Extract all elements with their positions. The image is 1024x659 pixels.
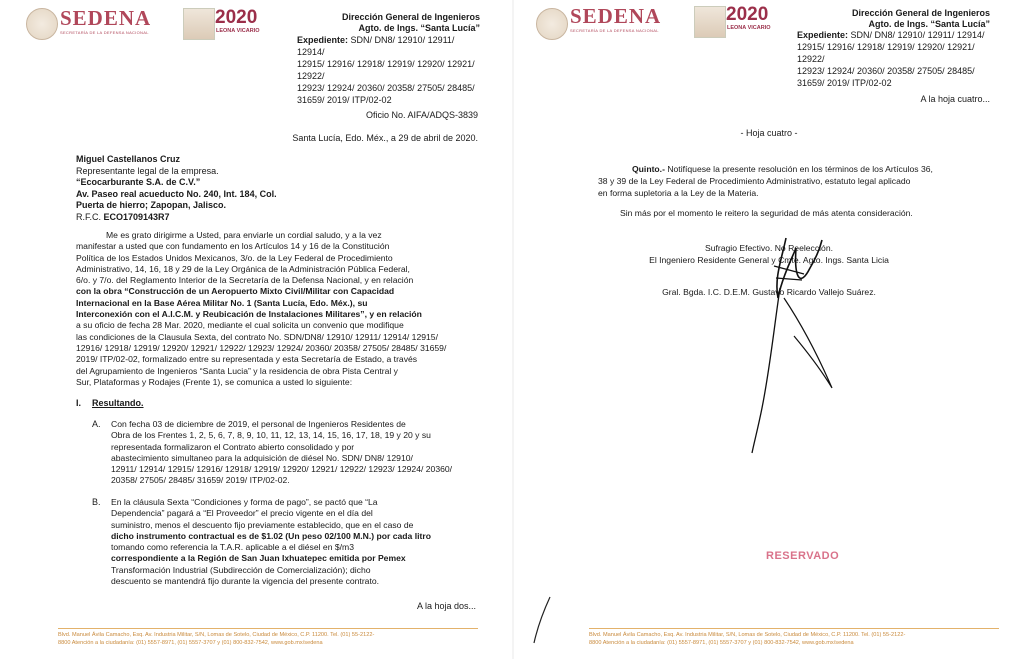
expediente-block bbox=[797, 29, 993, 89]
page-label: - Hoja cuatro - bbox=[740, 128, 798, 138]
logo-2020-subtitle: LEONA VICARIO bbox=[216, 28, 260, 34]
expediente-line: 12915/ 12916/ 12918/ 12919/ 12920/ 12921/ 12922/ bbox=[297, 59, 475, 81]
oficio-number: Oficio No. AIFA/ADQS-3839 bbox=[365, 110, 478, 120]
item-a-text bbox=[111, 419, 477, 487]
office-header bbox=[770, 8, 990, 30]
sedena-brand-subtitle: SECRETARÍA DE LA DEFENSA NACIONAL bbox=[570, 28, 659, 33]
office-header bbox=[260, 12, 480, 34]
quinto-label: Quinto.- bbox=[632, 164, 665, 174]
handwritten-signature-icon bbox=[724, 218, 844, 458]
logo-2020: 2020 bbox=[726, 4, 769, 25]
footer bbox=[589, 632, 1019, 647]
signer-name: Gral. Bgda. I.C. D.E.M. Gustavo Ricardo Vallejo Suárez. bbox=[662, 287, 876, 297]
item-line: 20358/ 27505/ 28485/ 31659/ 2019/ ITP/02-02. bbox=[111, 475, 290, 486]
rfc-label: R.F.C. bbox=[76, 211, 104, 222]
addressee-address: Puerta de hierro; Zapopan, Jalisco. bbox=[76, 200, 227, 211]
item-b-text bbox=[111, 497, 477, 587]
item-line: Transformación Industrial (Subdirección de Comercialización); dicho bbox=[111, 564, 371, 575]
paragraph-line: Internacional en la Base Aérea Militar No. 1 (Santa Lucía, Edo. Méx.), su bbox=[76, 297, 368, 308]
addressee-company: “Ecocarburante S.A. de C.V.” bbox=[76, 177, 201, 188]
item-line: descuento se mantendrá fijo durante la vigencia del presente contrato. bbox=[111, 576, 380, 587]
paragraph-line: 38 y 39 de la Ley Federal de Procedimiento Administrativo, estatuto legal aplicado bbox=[598, 176, 911, 186]
addressee-block bbox=[76, 154, 376, 224]
paragraph-line: 12916/ 12918/ 12919/ 12920/ 12921/ 12922/ 12923/ 12924/ 20360/ 20358/ 27505/ 28485/ 31659/ bbox=[76, 342, 447, 353]
quinto-paragraph bbox=[598, 163, 993, 199]
paragraph-line: Política de los Estados Unidos Mexicanos, 3/o. de la Ley Federal de Procedimiento bbox=[76, 252, 393, 263]
item-line: Dependencia” pagará a “El Proveedor” el precio vigente en el día del bbox=[111, 508, 373, 519]
logo-2020: 2020 bbox=[215, 7, 258, 28]
item-line: En la cláusula Sexta “Condiciones y forma de pago”, se pactó que “La bbox=[111, 497, 378, 507]
paragraph-line: Notifíquese la presente resolución en los términos de los Artículos 36, bbox=[664, 164, 933, 174]
leona-vicario-portrait-icon bbox=[183, 8, 215, 40]
page-continuation-top: A la hoja cuatro... bbox=[920, 94, 990, 104]
item-line: Con fecha 03 de diciembre de 2019, el personal de Ingenieros Residentes de bbox=[111, 419, 406, 429]
paragraph-line: 6/o. y 7/o. del Reglamento Interior de la Secretaría de la Defensa Nacional, y en relación bbox=[76, 275, 414, 286]
office-line-1: Dirección General de Ingenieros bbox=[341, 12, 480, 22]
footer-divider bbox=[58, 628, 478, 629]
expediente-line: SDN/ DN8/ 12910/ 12911/ 12914/ bbox=[297, 35, 455, 57]
expediente-line: 12923/ 12924/ 20360/ 20358/ 27505/ 28485/ bbox=[297, 83, 475, 93]
addressee-name: Miguel Castellanos Cruz bbox=[76, 154, 181, 164]
paragraph-line: Sur, Plataformas y Rodajes (Frente 1), se comunica a usted lo siguiente: bbox=[76, 376, 353, 387]
pen-stroke-mark-icon bbox=[528, 595, 558, 645]
sedena-seal-icon bbox=[536, 8, 568, 40]
footer-line: 8800 Atención a la ciudadanía: (01) 5557-8971, (01) 5557-3707 y (01) 800-832-7542, www.gob.mx/sedena bbox=[589, 639, 854, 646]
office-line-2: Agto. de Ings. “Santa Lucía” bbox=[358, 23, 480, 33]
item-line: tomando como referencia la T.A.R. aplicable a el diésel en $/m3 bbox=[111, 542, 354, 553]
expediente-block bbox=[297, 34, 483, 106]
paragraph-line: 2019/ ITP/02-02, formalizado entre su representada y esta Secretaría de Estado, a través bbox=[76, 354, 418, 365]
document-page-right bbox=[514, 0, 1024, 659]
closing-line: Sin más por el momento le reitero la seguridad de más atenta consideración. bbox=[620, 208, 913, 218]
expediente-label: Expediente: bbox=[297, 35, 349, 45]
expediente-label: Expediente: bbox=[797, 30, 849, 40]
item-a-letter: A. bbox=[92, 419, 101, 429]
office-line-1: Dirección General de Ingenieros bbox=[851, 8, 990, 18]
paragraph-line: con la obra “Construcción de un Aeropuerto Mixto Civil/Militar con Capacidad bbox=[76, 286, 395, 297]
date-line: Santa Lucía, Edo. Méx., a 29 de abril de 2020. bbox=[292, 133, 478, 143]
signer-role: El Ingeniero Residente General y Cmte. Agto. Ings. Santa Licia bbox=[649, 255, 889, 265]
expediente-line: 12915/ 12916/ 12918/ 12919/ 12920/ 12921/ 12922/ bbox=[797, 42, 975, 64]
paragraph-line: manifestar a usted que con fundamento en los Artículos 14 y 16 de la Constitución bbox=[76, 241, 390, 252]
addressee-address: Av. Paseo real acueducto No. 240, Int. 184, Col. bbox=[76, 188, 277, 199]
leona-vicario-portrait-icon bbox=[694, 6, 726, 38]
paragraph-line: a su oficio de fecha 28 Mar. 2020, mediante el cual solicita un convenio que modifique bbox=[76, 320, 404, 331]
office-line-2: Agto. de Ings. “Santa Lucía” bbox=[868, 19, 990, 29]
item-line: suministro, menos el descuento fijo previamente establecido, que en el caso de bbox=[111, 519, 414, 530]
paragraph-line: Interconexión con el A.I.C.M. y Reubicación de Instalaciones Militares”, y en relación bbox=[76, 309, 422, 320]
logo-2020-subtitle: LEONA VICARIO bbox=[727, 25, 771, 31]
footer-line: Blvd. Manuel Ávila Camacho, Esq. Av. Industria Militar, S/N, Lomas de Sotelo, Ciudad de México, C.P. 11200. Tel. (01) 55-2122- bbox=[589, 632, 906, 638]
item-line: representada formalizaron el Contrato abierto consolidado y por bbox=[111, 441, 355, 452]
expediente-line: SDN/ DN8/ 12910/ 12911/ 12914/ bbox=[850, 30, 985, 40]
expediente-line: 31659/ 2019/ ITP/02-02 bbox=[797, 78, 892, 88]
reservado-stamp: RESERVADO bbox=[766, 550, 840, 562]
page-continuation: A la hoja dos... bbox=[416, 601, 476, 611]
paragraph-line: del Agrupamiento de Ingenieros “Santa Lucia” y la residencia de obra Pista Central y bbox=[76, 365, 398, 376]
paragraph-line: Me es grato dirigirme a Usted, para enviarle un cordial saludo, y a la vez bbox=[106, 230, 382, 240]
section-number: I. bbox=[76, 398, 82, 408]
rfc-value: ECO1709143R7 bbox=[103, 211, 170, 222]
sedena-brand: SEDENA bbox=[60, 6, 152, 30]
expediente-line: 12923/ 12924/ 20360/ 20358/ 27505/ 28485/ bbox=[797, 66, 975, 76]
sedena-seal-icon bbox=[26, 8, 58, 40]
paragraph-line: las condiciones de la Clausula Sexta, del contrato No. SDN/DN8/ 12910/ 12911/ 12914/ 12915/ bbox=[76, 331, 438, 342]
addressee-role: Representante legal de la empresa. bbox=[76, 165, 219, 176]
paragraph-line: en forma supletoria a la Ley de la Materia. bbox=[598, 188, 759, 198]
item-line: correspondiente a la Región de San Juan Ixhuatepec emitida por Pemex bbox=[111, 553, 406, 564]
motto: Sufragio Efectivo. No Reelección. bbox=[704, 243, 834, 253]
item-line: 12911/ 12914/ 12915/ 12916/ 12918/ 12919/ 12920/ 12921/ 12922/ 12923/ 12924/ 20360/ bbox=[111, 464, 453, 475]
paragraph-line: Administrativo, 14, 16, 18 y 29 de la Ley Orgánica de la Administración Pública Federal, bbox=[76, 263, 410, 274]
footer-divider bbox=[589, 628, 999, 629]
sedena-brand: SEDENA bbox=[570, 4, 662, 28]
footer-line: 8800 Atención a la ciudadanía: (01) 5557-8971, (01) 5557-3707 y (01) 800-832-7542, www.gob.mx/sedena bbox=[58, 639, 323, 646]
intro-paragraph bbox=[76, 230, 477, 388]
item-line: dicho instrumento contractual es de $1.02 (Un peso 02/100 M.N.) por cada litro bbox=[111, 530, 431, 541]
expediente-line: 31659/ 2019/ ITP/02-02 bbox=[297, 95, 392, 105]
item-line: abastecimiento simultaneo para la adquisición de diésel No. SDN/ DN8/ 12910/ bbox=[111, 452, 413, 463]
footer-line: Blvd. Manuel Ávila Camacho, Esq. Av. Industria Militar, S/N, Lomas de Sotelo, Ciudad de México, C.P. 11200. Tel. (01) 55-2122- bbox=[58, 632, 375, 638]
footer bbox=[58, 632, 488, 647]
item-line: Obra de los Frentes 1, 2, 5, 6, 7, 8, 9, 10, 11, 12, 13, 14, 15, 16, 17, 18, 19 y 20 y su bbox=[111, 430, 431, 441]
sedena-brand-subtitle: SECRETARÍA DE LA DEFENSA NACIONAL bbox=[60, 30, 149, 35]
item-b-letter: B. bbox=[92, 497, 101, 507]
section-title: Resultando. bbox=[92, 398, 144, 408]
